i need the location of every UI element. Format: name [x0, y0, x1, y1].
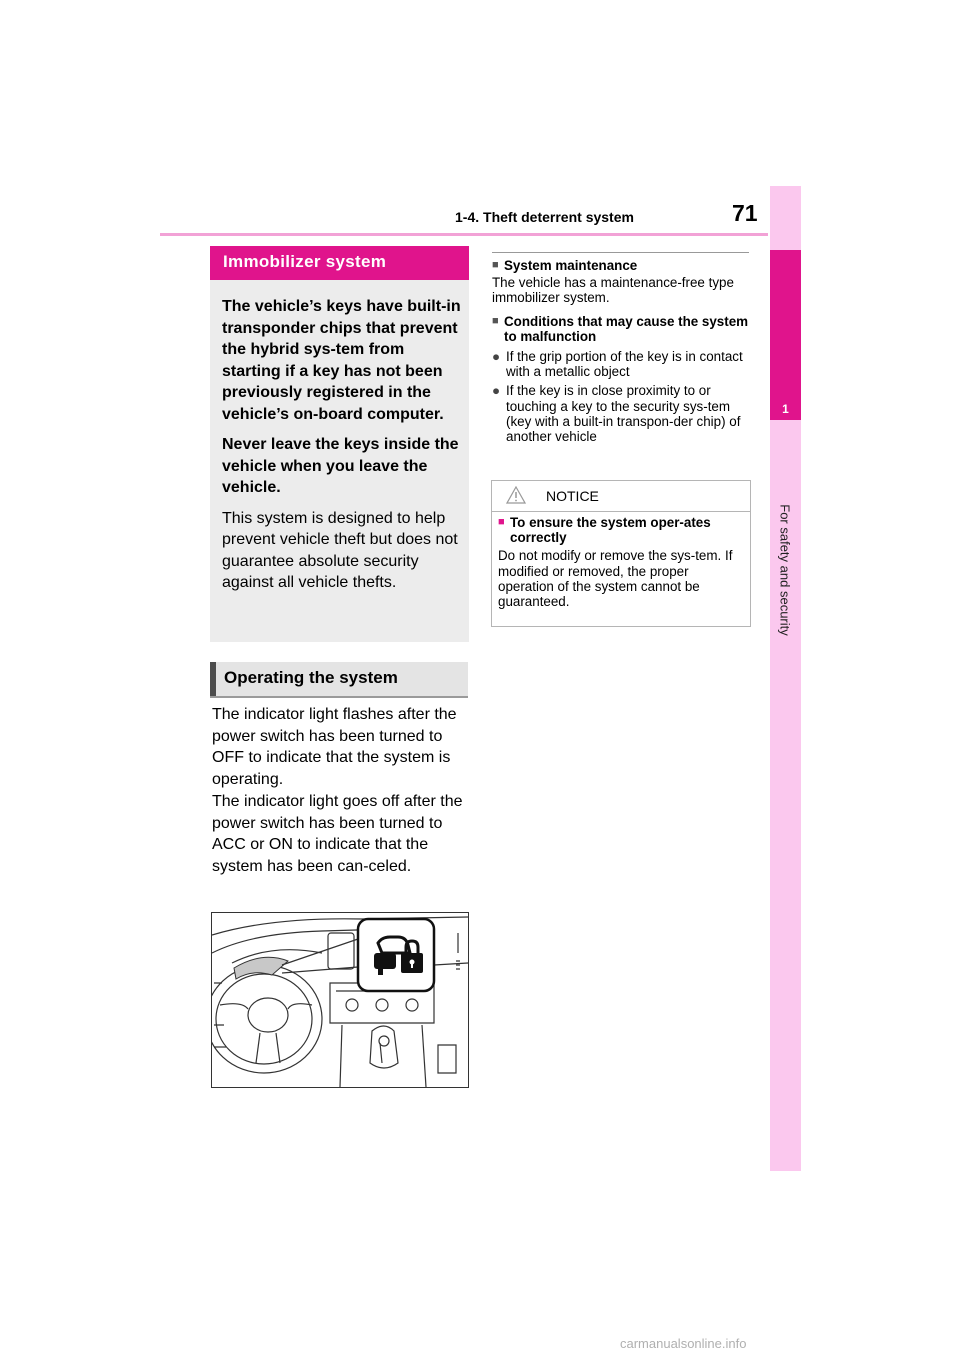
operating-body	[212, 704, 474, 878]
immobilizer-para-3: This system is designed to help prevent vehicle theft but does not guarantee absolute security against all vehicle thefts.	[222, 509, 458, 591]
chapter-label: For safety and security	[777, 504, 793, 636]
heading-accent-bar	[210, 662, 216, 696]
immobilizer-summary-box	[210, 280, 469, 642]
notice-title: NOTICE	[546, 488, 599, 504]
list-item	[492, 349, 754, 379]
dashboard-illustration	[211, 912, 469, 1088]
round-bullet-icon: ●	[492, 383, 501, 399]
chapter-number-box	[770, 250, 801, 420]
warning-triangle-icon	[506, 486, 526, 504]
operating-heading: Operating the system	[224, 668, 398, 687]
maintenance-heading: System maintenance	[504, 258, 638, 273]
round-bullet-icon: ●	[492, 349, 501, 365]
square-bullet-icon: ■	[498, 516, 505, 528]
immobilizer-para-2: Never leave the keys inside the vehicle when you leave the vehicle.	[222, 436, 459, 496]
operating-para-1: The indicator light flashes after the power switch has been turned to OFF to indicate that the system is operating.	[212, 706, 457, 789]
malfunction-heading: Conditions that may cause the system to malfunction	[504, 313, 749, 344]
right-column-rule	[492, 252, 749, 253]
square-bullet-icon: ■	[492, 259, 499, 271]
malfunction-heading-row	[492, 314, 754, 344]
immobilizer-para-1: The vehicle’s keys have built-in transponder chips that prevent the hybrid sys-tem from starting if a key has not been previously registered in the vehicle’s on-board computer.	[222, 298, 461, 423]
notice-heading-row	[498, 515, 748, 545]
maintenance-text: The vehicle has a maintenance-free type immobilizer system.	[492, 275, 734, 306]
notice-divider	[492, 511, 750, 512]
notice-header	[492, 481, 750, 511]
page-number: 71	[732, 200, 758, 226]
notice-heading: To ensure the system oper-ates correctly	[510, 515, 711, 546]
operating-heading-bar	[210, 662, 468, 698]
square-bullet-icon: ■	[492, 314, 499, 327]
notice-box	[491, 480, 751, 627]
right-column	[492, 258, 754, 448]
header-rule	[160, 233, 768, 236]
chapter-number: 1	[782, 402, 789, 416]
section-title: 1-4. Theft deterrent system	[455, 209, 634, 225]
immobilizer-heading: Immobilizer system	[223, 252, 387, 271]
notice-body	[498, 515, 748, 609]
maintenance-heading-row	[492, 258, 754, 273]
bullet-text: If the key is in close proximity to or touching a key to the security sys-tem (key with a built-in transpon-der chip) of another vehicle	[506, 383, 741, 445]
operating-para-2: The indicator light goes off after the power switch has been turned to ACC or ON to indicate that the system has been can-celed.	[212, 792, 463, 875]
list-item	[492, 383, 754, 444]
footer-watermark: carmanualsonline.info	[620, 1336, 747, 1351]
notice-text: Do not modify or remove the sys-tem. If modified or removed, the proper operation of the system cannot be guaranteed.	[498, 548, 733, 610]
dashboard-drawing	[212, 913, 468, 1087]
immobilizer-heading-bar	[210, 246, 469, 280]
bullet-text: If the grip portion of the key is in contact with a metallic object	[506, 349, 743, 380]
